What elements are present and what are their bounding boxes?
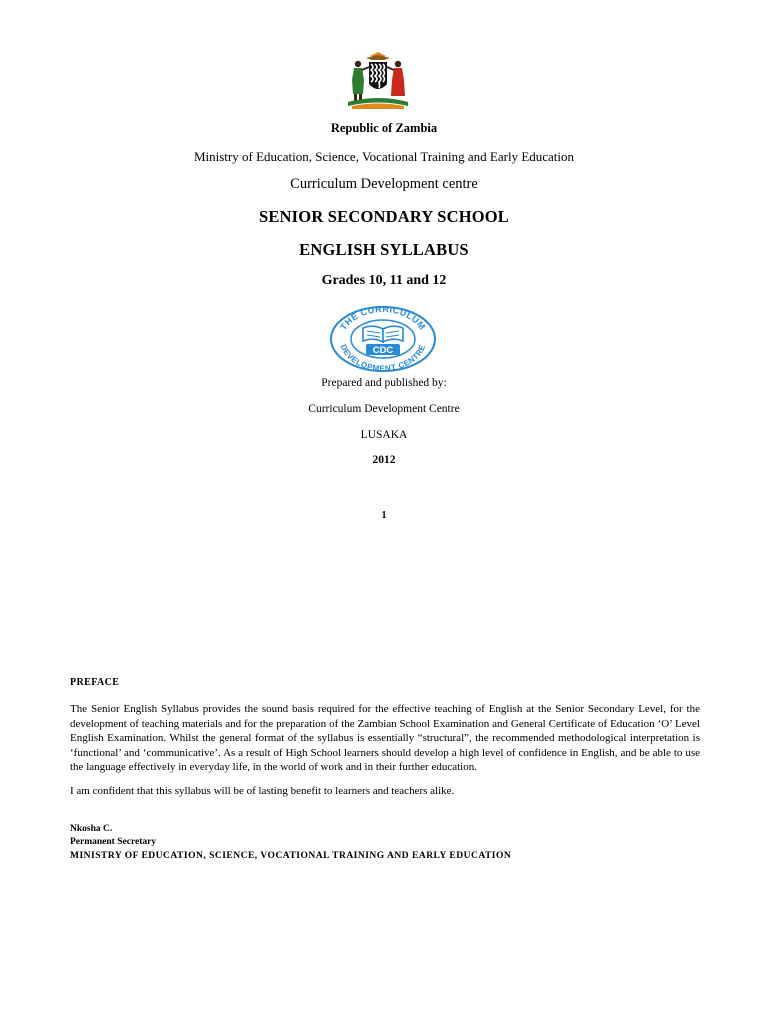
- publication-year: 2012: [372, 454, 396, 466]
- grades-subtitle: Grades 10, 11 and 12: [321, 273, 447, 288]
- page-number: 1: [381, 510, 387, 521]
- ministry-name: Ministry of Education, Science, Vocational Training and Early Education: [193, 149, 575, 164]
- cdc-logo-abbrev: CDC: [372, 345, 394, 356]
- coat-of-arms-emblem: [344, 50, 412, 110]
- publication-city: LUSAKA: [360, 429, 408, 441]
- preface-closing: I am confident that this syllabus will be of lasting benefit to learners and teachers alike.: [70, 785, 455, 797]
- preface-heading: PREFACE: [70, 677, 120, 688]
- prepared-by-label: Prepared and published by:: [321, 377, 447, 389]
- preface-paragraph: The Senior English Syllabus provides the sound basis required for the effective teaching of English at the Senior Secondary Level, for the development of teaching materials and for the preparation of the Zambian School Examination and General Certificate of Education ‘O’ Level English Examination. Whilst the general format of the syllabus is essentially “structural”, the recommended methodological interpretation is ‘functional’ and ‘communicative’. As a result of High School learners should develop a high level of confidence in English, and be able to use the language effectively in everyday life, in the world of work and in their further education.: [70, 703, 700, 774]
- cdc-logo: [328, 302, 438, 372]
- centre-name: Curriculum Development centre: [290, 176, 478, 192]
- cdc-logo-bottom-text: DEVELOPMENT CENTRE: [338, 343, 428, 372]
- signatory-position: Permanent Secretary: [70, 837, 157, 847]
- document-title-line1: SENIOR SECONDARY SCHOOL: [258, 207, 510, 226]
- cdc-logo-top-text: THE CURRICULUM: [338, 303, 428, 332]
- signatory-name: Nkosha C.: [70, 824, 113, 834]
- signatory-organization: MINISTRY OF EDUCATION, SCIENCE, VOCATIONAL TRAINING AND EARLY EDUCATION: [70, 851, 512, 861]
- country-name: Republic of Zambia: [330, 121, 438, 135]
- publisher-name: Curriculum Development Centre: [308, 403, 460, 415]
- document-title-line2: ENGLISH SYLLABUS: [299, 240, 469, 259]
